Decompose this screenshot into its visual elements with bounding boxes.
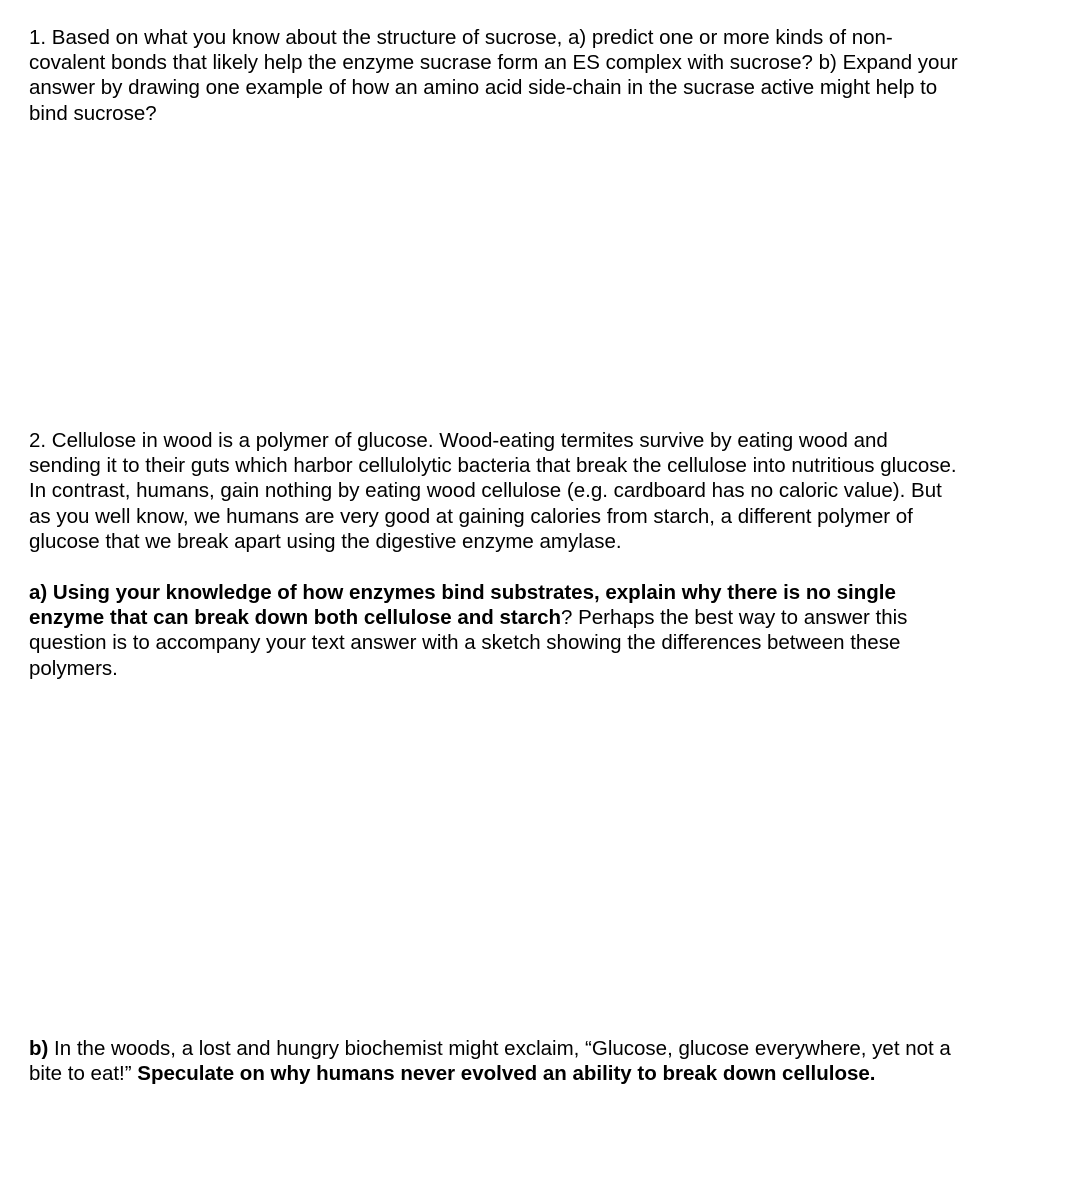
question-2b-line-1-rest: In the woods, a lost and hungry biochemist might exclaim, “Glucose, glucose everywhere, yet not a xyxy=(48,1037,951,1060)
question-2a-line-4: polymers. xyxy=(29,656,118,680)
question-2b-bold-prompt: Speculate on why humans never evolved an ability to break down cellulose. xyxy=(137,1062,876,1086)
question-2a-bold-prompt: a) Using your knowledge of how enzymes bind substrates, explain why there is no single xyxy=(29,581,896,604)
question-2b-line-1 xyxy=(29,1036,1039,1061)
question-2-line-5: glucose that we break apart using the digestive enzyme amylase. xyxy=(29,529,622,553)
question-1 xyxy=(29,25,1039,126)
question-2-line-3: In contrast, humans, gain nothing by eating wood cellulose (e.g. cardboard has no caloric value). But xyxy=(29,479,942,503)
question-2a-line-1 xyxy=(29,580,1039,605)
question-2a-line-2-rest: ? Perhaps the best way to answer this xyxy=(561,606,908,630)
question-2a-bold-prompt-end: enzyme that can break down both cellulose and starch xyxy=(29,606,561,630)
question-1-line-3: answer by drawing one example of how an amino acid side-chain in the sucrase active might help to xyxy=(29,76,938,100)
question-1-line-2: covalent bonds that likely help the enzyme sucrase form an ES complex with sucrose? b) Expand your xyxy=(29,51,958,75)
question-2a-line-2 xyxy=(29,605,1039,630)
question-2b-label: b) xyxy=(29,1037,49,1060)
question-2b xyxy=(29,1036,1039,1086)
question-2a-line-3: question is to accompany your text answer with a sketch showing the differences between these xyxy=(29,631,901,655)
question-2-intro xyxy=(29,428,1039,554)
question-2-line-2: sending it to their guts which harbor cellulolytic bacteria that break the cellulose into nutritious glucose. xyxy=(29,454,957,478)
question-2b-line-2-start: bite to eat!” xyxy=(29,1062,138,1086)
question-2a xyxy=(29,580,1039,681)
question-1-line-1: 1. Based on what you know about the structure of sucrose, a) predict one or more kinds of non- xyxy=(29,26,893,49)
question-2b-line-2 xyxy=(29,1061,1039,1086)
question-2-line-1: 2. Cellulose in wood is a polymer of glucose. Wood-eating termites survive by eating wood and xyxy=(29,429,888,452)
question-2-line-4: as you well know, we humans are very good at gaining calories from starch, a different polymer of xyxy=(29,504,913,528)
question-1-line-4: bind sucrose? xyxy=(29,101,157,125)
